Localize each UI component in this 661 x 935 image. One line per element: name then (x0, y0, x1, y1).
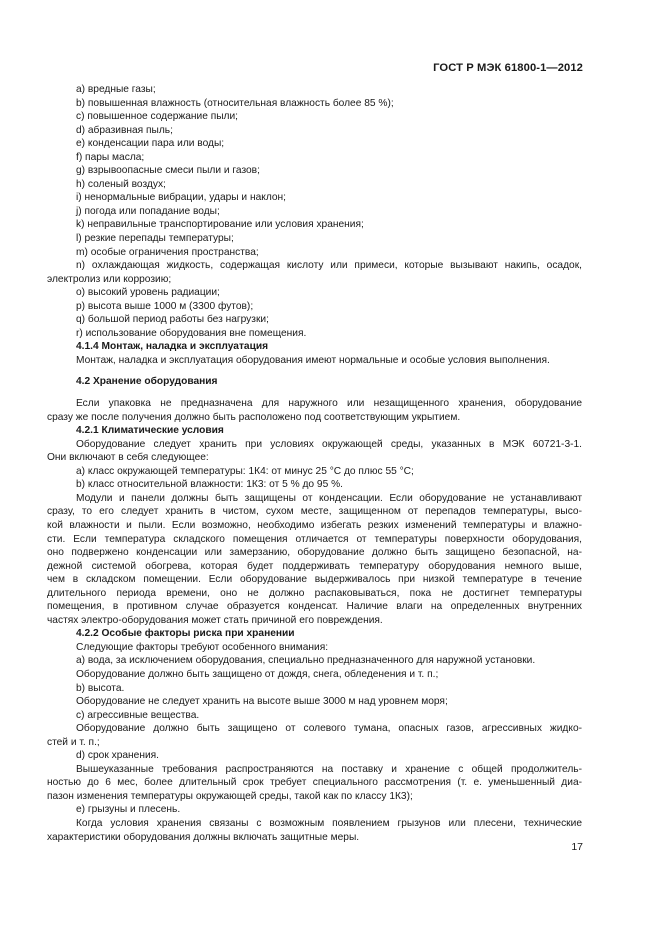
list-item: h) соленый воздух; (76, 178, 166, 190)
list-item: j) погода или попадание воды; (76, 205, 220, 217)
text-line: дежной системой обогрева, которая будет поддерживать температуру оборудования немного выше, (47, 560, 582, 572)
text-line: сразу же после получения должно быть расположено под соответствующим укрытием. (47, 411, 461, 423)
text-line: Они включают в себя следующее: (47, 452, 209, 464)
text-line: стей и т. п.; (47, 736, 100, 748)
list-item: b) класс относительной влажности: 1К3: от 5 % до 95 %. (76, 479, 343, 491)
text-line: чем в складском помещении. Если оборудование выдерживалось при низкой температуре в течение (47, 574, 582, 586)
list-item: b) высота. (76, 682, 125, 694)
list-item: o) высокий уровень радиации; (76, 287, 220, 299)
text-line: характеристики оборудования должны включать защитные меры. (47, 831, 360, 843)
section-heading: 4.2.1 Климатические условия (76, 425, 224, 437)
list-item: c) повышенное содержание пыли; (76, 111, 239, 123)
text-line: Когда условия хранения связаны с возможным появлением грызунов или плесени, технические (76, 817, 582, 829)
section-heading: 4.1.4 Монтаж, наладка и эксплуатация (76, 341, 269, 353)
list-item: e) конденсации пара или воды; (76, 138, 225, 150)
text-line: Если упаковка не предназначена для наружного или незащищенного хранения, оборудование (76, 398, 582, 410)
list-item: c) агрессивные вещества. (76, 709, 200, 721)
text-line: Оборудование должно быть защищено от солевого тумана, опасных газов, агрессивных жидко- (76, 723, 582, 735)
list-item: k) неправильные транспортирование или условия хранения; (76, 219, 364, 231)
text-line: Модули и панели должны быть защищены от конденсации. Если оборудование не устанавливают (76, 492, 582, 504)
text-line: сти. Если температура складского помещения отличается от температуры поверхности оборудования, (47, 533, 582, 545)
list-item: a) класс окружающей температуры: 1К4: от минус 25 °С до плюс 55 °С; (76, 465, 414, 477)
list-item: g) взрывоопасные смеси пыли и газов; (76, 165, 260, 177)
list-item: e) грызуны и плесень. (76, 804, 181, 816)
list-item: d) абразивная пыль; (76, 124, 173, 136)
text-line: Оборудование следует хранить при условиях окружающей среды, указанных в МЭК 60721-3-1. (76, 438, 582, 450)
list-item: d) срок хранения. (76, 750, 159, 762)
text-line: помещения, в противном случае образуется конденсат. Наличие влаги на определенных внутренних (47, 601, 582, 613)
text-line: Монтаж, наладка и эксплуатация оборудования имеют нормальные и особые условия выполнения. (76, 354, 550, 366)
text-line: ностью до 6 мес, более длительный срок требует специального рассмотрения (т. е. уменьшенный диа- (47, 777, 582, 789)
text-line: Следующие факторы требуют особенного внимания: (76, 641, 329, 653)
text-line: кой влажности и пыли. Если возможно, необходимо избегать резких изменений температуры и влажно- (47, 519, 582, 531)
list-item: i) ненормальные вибрации, удары и наклон; (76, 192, 286, 204)
text-line: Оборудование должно быть защищено от дождя, снега, обледенения и т. п.; (76, 668, 439, 680)
page-number: 17 (571, 841, 583, 853)
document-body (47, 83, 582, 844)
list-item: b) повышенная влажность (относительная влажность более 85 %); (76, 97, 394, 109)
section-heading: 4.2 Хранение оборудования (76, 376, 218, 388)
text-line: Вышеуказанные требования распространяются на поставку и хранение с общей продолжитель- (76, 763, 582, 775)
text-line: сразу, то его следует хранить в чистом, сухом месте, защищенном от перепадов температуры, высо- (47, 506, 582, 518)
text-line: частях электро-оборудования может стать причиной его повреждения. (47, 614, 383, 626)
text-line: Оборудование не следует хранить на высоте выше 3000 м над уровнем моря; (76, 696, 448, 708)
list-item: n) охлаждающая жидкость, содержащая кислоту или примеси, которые вызывают накипь, осадок, (76, 260, 582, 272)
text-line: оно подвержено конденсации или замерзанию, оборудование должно быть защищено безопасной, на- (47, 547, 582, 559)
list-item: a) вредные газы; (76, 84, 156, 95)
list-item: m) особые ограничения пространства; (76, 246, 259, 258)
text-line: длительного периода времени, оно не должно распаковываться, пока не достигнет температуры (47, 587, 582, 599)
list-item: r) использование оборудования вне помещения. (76, 327, 307, 339)
list-item: f) пары масла; (76, 151, 145, 163)
list-item: l) резкие перепады температуры; (76, 233, 234, 245)
text-line: электролиз или коррозию; (47, 273, 172, 285)
list-item: q) большой период работы без нагрузки; (76, 314, 269, 326)
list-item: a) вода, за исключением оборудования, специально предназначенного для наружной установки. (76, 655, 536, 667)
section-heading: 4.2.2 Особые факторы риска при хранении (76, 628, 295, 640)
list-item: p) высота выше 1000 м (3300 футов); (76, 300, 254, 312)
text-line: пазон изменения температуры окружающей среды, такой как по классу 1К3); (47, 790, 413, 802)
document-header: ГОСТ Р МЭК 61800-1—2012 (433, 62, 583, 74)
